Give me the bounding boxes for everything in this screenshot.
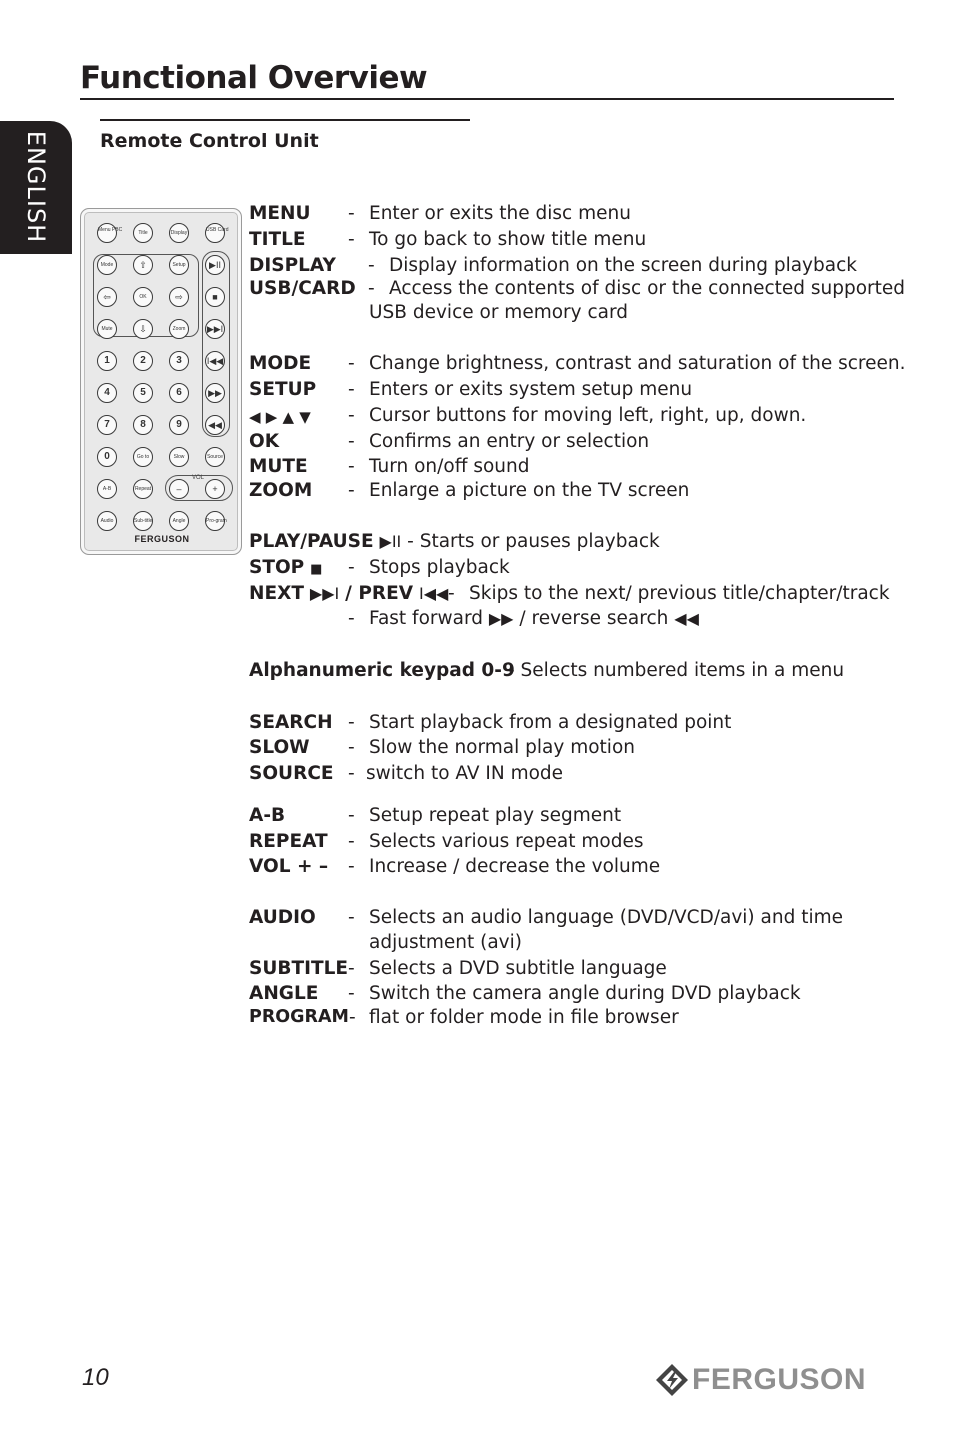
term-slow: SLOW	[249, 737, 310, 758]
remote-down-arrow-icon: ⇩	[133, 319, 153, 339]
remote-rewind-icon: ◀◀	[205, 415, 225, 435]
remote-slow-button: Slow	[169, 447, 189, 467]
page-number: 10	[82, 1364, 109, 1391]
remote-ok-button: OK	[133, 287, 153, 307]
desc-audio-line-2: adjustment (avi)	[369, 932, 522, 953]
remote-goto-button: Go to	[133, 447, 153, 467]
remote-prev-icon: I◀◀	[205, 351, 225, 371]
title-divider	[80, 98, 894, 100]
term-ab: A-B	[249, 805, 286, 826]
fast-forward-row	[369, 608, 699, 629]
desc-usb-card-line-2: USB device or memory card	[369, 302, 629, 323]
desc-volume: Increase / decrease the volume	[369, 856, 661, 877]
term-subtitle: SUBTITLE	[249, 958, 348, 979]
desc-keypad: - Selects numbered items in a menu	[508, 660, 845, 681]
transport-keys-outline	[202, 251, 230, 437]
brand-name: FERGUSON	[692, 1363, 867, 1396]
language-tab-label: ENGLISH	[22, 130, 50, 244]
stop-row	[249, 557, 322, 578]
term-title: TITLE	[249, 229, 306, 250]
remote-zoom-button: Zoom	[169, 319, 189, 339]
remote-menu-button: Menu PBC	[97, 223, 117, 243]
prev-icon: I◀◀	[418, 584, 449, 603]
desc-mode: Change brightness, contrast and saturation of the screen.	[369, 353, 906, 374]
remote-key-6: 6	[169, 383, 189, 403]
desc-stop: Stops playback	[369, 557, 510, 578]
term-volume: VOL + –	[249, 856, 329, 877]
remote-program-button: Pro-gram	[205, 511, 225, 531]
play-pause-icon: ▶II	[379, 532, 402, 551]
term-cursor-arrows-icon: ◀ ▶ ▲ ▼	[249, 408, 311, 426]
dash: -	[348, 379, 355, 400]
remote-fast-forward-icon: ▶▶	[205, 383, 225, 403]
dash: -	[448, 583, 455, 604]
remote-key-7: 7	[97, 415, 117, 435]
dash: -	[368, 278, 375, 299]
remote-vol-plus-icon: +	[205, 479, 225, 499]
desc-ab: Setup repeat play segment	[369, 805, 622, 826]
desc-play-pause: - Starts or pauses playback	[407, 531, 660, 552]
remote-usb-button: USB Card	[205, 223, 225, 243]
dash: -	[368, 255, 375, 276]
remote-title-button: Title	[133, 223, 153, 243]
volume-label: VOL	[192, 475, 205, 481]
desc-repeat: Selects various repeat modes	[369, 831, 644, 852]
remote-vol-minus-icon: –	[169, 479, 189, 499]
remote-right-arrow-icon: ⇨	[169, 287, 189, 307]
language-tab	[0, 121, 72, 254]
desc-program: flat or folder mode in file browser	[369, 1007, 679, 1028]
dash: -	[348, 480, 355, 501]
section-title: Remote Control Unit	[100, 130, 319, 152]
remote-left-arrow-icon: ⇦	[97, 287, 117, 307]
dash: -	[348, 431, 355, 452]
term-setup: SETUP	[249, 379, 317, 400]
dash: -	[348, 737, 355, 758]
term-mode: MODE	[249, 353, 312, 374]
dash: -	[348, 608, 355, 629]
remote-stop-icon: ■	[205, 287, 225, 307]
desc-ok: Confirms an entry or selection	[369, 431, 650, 452]
remote-play-pause-icon: ▶II	[205, 255, 225, 275]
term-display: DISPLAY	[249, 255, 336, 276]
remote-next-icon: ▶▶I	[205, 319, 225, 339]
dash: -	[348, 856, 355, 877]
remote-control-illustration	[80, 208, 242, 555]
remote-ab-button: A-B	[97, 479, 117, 499]
desc-usb-card-line-1: Access the contents of disc or the connected supported	[389, 278, 906, 299]
term-audio: AUDIO	[249, 907, 316, 928]
rewind-icon: ◀◀	[674, 609, 699, 628]
dash: -	[348, 456, 355, 477]
desc-mute: Turn on/off sound	[369, 456, 530, 477]
desc-fast-forward: Fast forward	[369, 608, 483, 629]
dash: -	[348, 958, 355, 979]
term-stop: STOP	[249, 557, 305, 578]
desc-search: Start playback from a designated point	[369, 712, 732, 733]
dash: -	[348, 353, 355, 374]
term-next: NEXT	[249, 583, 305, 604]
remote-brand-logo: FERGUSON	[134, 534, 190, 544]
desc-reverse-search: / reverse search	[519, 608, 669, 629]
term-mute: MUTE	[249, 456, 308, 477]
remote-source-button: Source	[205, 447, 225, 467]
dash: -	[348, 983, 355, 1004]
desc-cursor: Cursor buttons for moving left, right, up, down.	[369, 405, 807, 426]
next-prev-row	[249, 583, 448, 604]
page-title: Functional Overview	[80, 60, 428, 96]
desc-next-prev: Skips to the next/ previous title/chapter/track	[469, 583, 890, 604]
dash: -	[348, 712, 355, 733]
term-program: PROGRAM	[249, 1007, 349, 1027]
play-pause-row	[249, 531, 660, 552]
desc-title: To go back to show title menu	[369, 229, 647, 250]
term-repeat: REPEAT	[249, 831, 328, 852]
remote-up-arrow-icon: ⇧	[133, 255, 153, 275]
term-prev: / PREV	[345, 583, 414, 604]
term-search: SEARCH	[249, 712, 333, 733]
desc-setup: Enters or exits system setup menu	[369, 379, 693, 400]
ferguson-logo-icon	[654, 1362, 690, 1398]
remote-key-8: 8	[133, 415, 153, 435]
remote-setup-button: Setup	[169, 255, 189, 275]
dash: -	[348, 763, 355, 784]
remote-display-button: Display	[169, 223, 189, 243]
brand-logo	[654, 1362, 866, 1398]
dash: -	[348, 405, 355, 426]
remote-key-2: 2	[133, 351, 153, 371]
term-play-pause: PLAY/PAUSE	[249, 531, 374, 552]
remote-repeat-button: Repeat	[133, 479, 153, 499]
stop-icon: ■	[310, 562, 323, 577]
dash: -	[349, 1007, 356, 1028]
desc-angle: Switch the camera angle during DVD playback	[369, 983, 801, 1004]
dash: -	[348, 229, 355, 250]
dash: -	[348, 203, 355, 224]
term-usb-card: USB/CARD	[249, 278, 356, 299]
remote-angle-button: Angle	[169, 511, 189, 531]
dash: -	[348, 831, 355, 852]
remote-key-1: 1	[97, 351, 117, 371]
remote-key-5: 5	[133, 383, 153, 403]
term-source: SOURCE	[249, 763, 334, 784]
remote-subtitle-button: Sub-title	[133, 511, 153, 531]
term-ok: OK	[249, 431, 280, 452]
dash: -	[348, 805, 355, 826]
desc-zoom: Enlarge a picture on the TV screen	[369, 480, 690, 501]
remote-key-3: 3	[169, 351, 189, 371]
remote-mode-button: Mode	[97, 255, 117, 275]
desc-subtitle: Selects a DVD subtitle language	[369, 958, 667, 979]
fast-forward-icon: ▶▶	[488, 609, 514, 628]
remote-mute-button: Mute	[97, 319, 117, 339]
section-divider	[100, 119, 470, 121]
desc-audio-line-1: Selects an audio language (DVD/VCD/avi) and time	[369, 907, 844, 928]
dash: -	[348, 907, 355, 928]
term-angle: ANGLE	[249, 983, 319, 1004]
remote-key-4: 4	[97, 383, 117, 403]
term-zoom: ZOOM	[249, 480, 313, 501]
remote-key-0: 0	[97, 447, 117, 467]
desc-display: Display information on the screen during playback	[389, 255, 857, 276]
remote-audio-button: Audio	[97, 511, 117, 531]
term-keypad: Alphanumeric keypad 0-9	[249, 660, 515, 681]
dash: -	[348, 557, 355, 578]
term-menu: MENU	[249, 203, 311, 224]
desc-slow: Slow the normal play motion	[369, 737, 635, 758]
desc-source: switch to AV IN mode	[366, 763, 564, 784]
desc-menu: Enter or exits the disc menu	[369, 203, 631, 224]
remote-key-9: 9	[169, 415, 189, 435]
next-icon: ▶▶I	[309, 584, 340, 603]
